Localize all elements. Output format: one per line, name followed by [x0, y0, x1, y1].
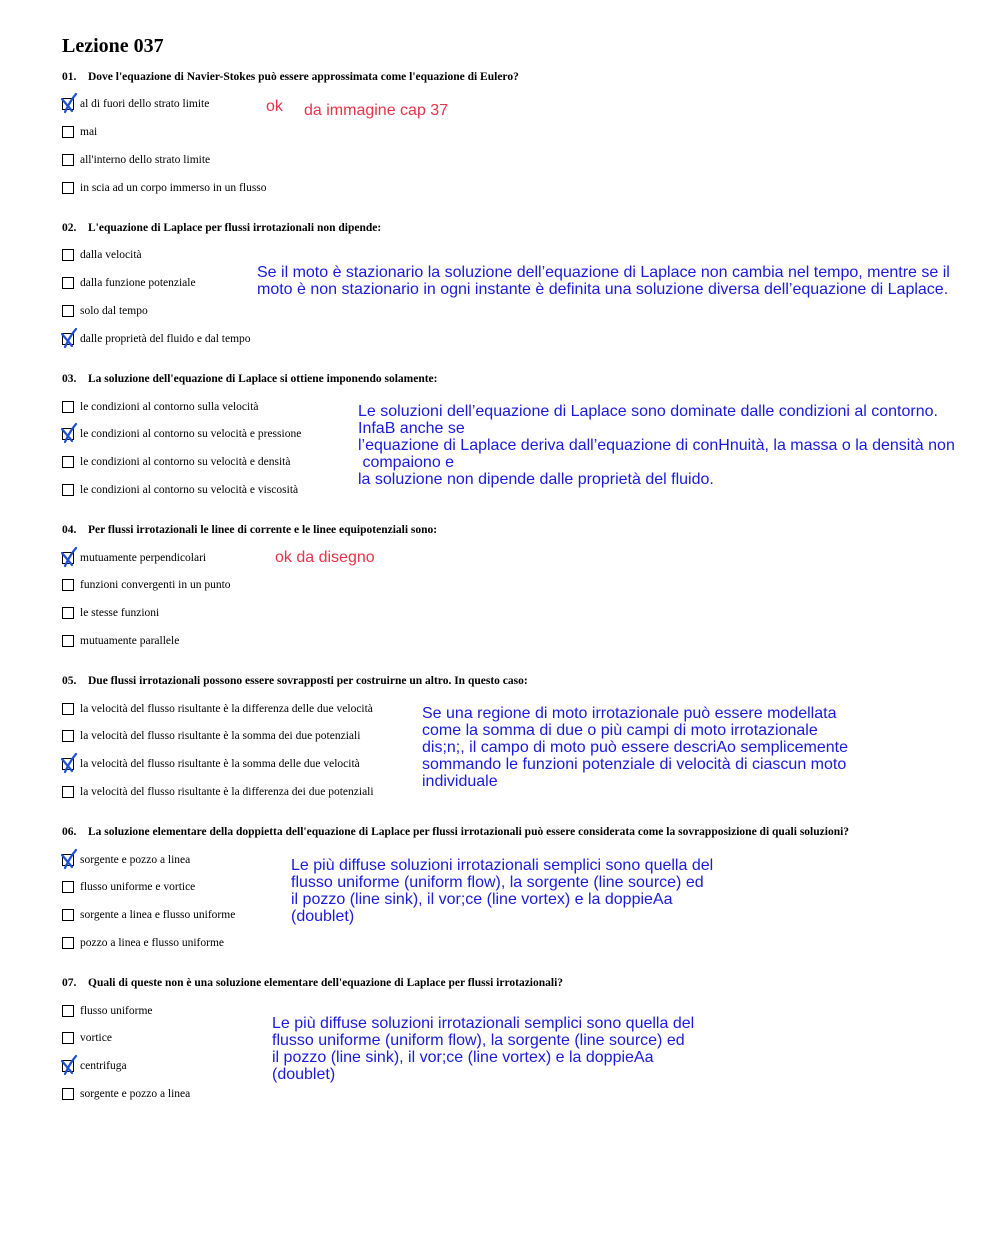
- page-title: Lezione 037: [62, 35, 164, 57]
- checkbox[interactable]: [62, 909, 74, 921]
- annotation-explanation: Le più diffuse soluzioni irrotazionali semplici sono quella del flusso uniforme (uniform flow), la sorgente (line source) ed il pozzo (line sink), il vor;ce (line vortex) e la doppieAa (doublet): [291, 857, 714, 925]
- option-label: la velocità del flusso risultante è la differenza dei due potenziali: [80, 786, 374, 798]
- question-number: 04.: [62, 524, 77, 536]
- question-text: Dove l'equazione di Navier-Stokes può essere approssimata come l'equazione di Eulero?: [88, 71, 519, 83]
- question-text: Per flussi irrotazionali le linee di corrente e le linee equipotenziali sono:: [88, 524, 438, 536]
- checkbox[interactable]: [62, 635, 74, 647]
- option-label: all'interno dello strato limite: [80, 154, 211, 166]
- checkmark-icon: [59, 92, 79, 114]
- option-label: al di fuori dello strato limite: [80, 98, 210, 110]
- option-label: sorgente e pozzo a linea: [80, 1088, 191, 1100]
- question-text: Due flussi irrotazionali possono essere sovrapposti per costruirne un altro. In questo caso:: [88, 675, 528, 687]
- question-text: La soluzione elementare della doppietta dell'equazione di Laplace per flussi irrotazionali può essere considerata come la sovrapposizione di quali soluzioni?: [88, 826, 850, 838]
- question-text: L'equazione di Laplace per flussi irrotazionali non dipende:: [88, 222, 382, 234]
- checkmark-icon: [59, 848, 79, 870]
- checkbox[interactable]: [62, 703, 74, 715]
- option-label: sorgente e pozzo a linea: [80, 854, 191, 866]
- checkbox[interactable]: [62, 182, 74, 194]
- question-number: 03.: [62, 373, 77, 385]
- checkbox[interactable]: [62, 937, 74, 949]
- option-label: le condizioni al contorno su velocità e pressione: [80, 428, 302, 440]
- question-number: 01.: [62, 71, 77, 83]
- option-label: la velocità del flusso risultante è la somma delle due velocità: [80, 758, 360, 770]
- checkbox[interactable]: [62, 305, 74, 317]
- annotation-explanation: Se il moto è stazionario la soluzione dell’equazione di Laplace non cambia nel tempo, mentre se il moto è non stazionario in ogni instante è definita una soluzione diversa dell’equazione di Laplace.: [257, 264, 950, 298]
- checkbox[interactable]: [62, 881, 74, 893]
- checkbox[interactable]: [62, 126, 74, 138]
- option-label: pozzo a linea e flusso uniforme: [80, 937, 225, 949]
- checkmark-icon: [59, 752, 79, 774]
- annotation-explanation: Le più diffuse soluzioni irrotazionali semplici sono quella del flusso uniforme (uniform flow), la sorgente (line source) ed il pozzo (line sink), il vor;ce (line vortex) e la doppieAa (doublet): [272, 1015, 695, 1083]
- question-07: [62, 977, 563, 989]
- option-label: le stesse funzioni: [80, 607, 160, 619]
- option-label: dalla funzione potenziale: [80, 277, 196, 289]
- option-label: flusso uniforme e vortice: [80, 881, 196, 893]
- checkbox[interactable]: [62, 154, 74, 166]
- checkmark-icon: [59, 327, 79, 349]
- question-number: 05.: [62, 675, 77, 687]
- checkbox[interactable]: [62, 249, 74, 261]
- checkbox[interactable]: [62, 456, 74, 468]
- option-label: mai: [80, 126, 98, 138]
- checkbox[interactable]: [62, 484, 74, 496]
- checkmark-icon: [59, 422, 79, 444]
- option-label: vortice: [80, 1032, 112, 1044]
- option-label: la velocità del flusso risultante è la differenza delle due velocità: [80, 703, 373, 715]
- annotation-explanation: Se una regione di moto irrotazionale può essere modellata come la somma di due o più campi di moto irrotazionale dis;n;, il campo di moto può essere descriAo semplicemente sommando le funzioni potenziale di velocità di ciascun moto individuale: [422, 705, 848, 790]
- annotation-ok: ok: [266, 98, 283, 115]
- checkmark-icon: [59, 546, 79, 568]
- question-02: [62, 222, 381, 234]
- checkbox[interactable]: [62, 401, 74, 413]
- question-01: [62, 71, 519, 83]
- question-text: La soluzione dell'equazione di Laplace si ottiene imponendo solamente:: [88, 373, 438, 385]
- option-label: in scia ad un corpo immerso in un flusso: [80, 182, 267, 194]
- option-label: dalle proprietà del fluido e dal tempo: [80, 333, 251, 345]
- annotation-explanation: Le soluzioni dell’equazione di Laplace sono dominate dalle condizioni al contorno. InfaB anche se l’equazione di Laplace deriva dall’equazione di conHnuità, la massa o la densità non compaiono e la soluzione non dipende dalle proprietà del fluido.: [358, 403, 955, 488]
- option-label: centrifuga: [80, 1060, 127, 1072]
- checkbox[interactable]: [62, 1032, 74, 1044]
- checkmark-icon: [59, 1054, 79, 1076]
- option-label: funzioni convergenti in un punto: [80, 579, 231, 591]
- checkbox[interactable]: [62, 1005, 74, 1017]
- question-05: [62, 675, 528, 687]
- option-label: sorgente a linea e flusso uniforme: [80, 909, 236, 921]
- question-number: 06.: [62, 826, 77, 838]
- annotation-ok: ok da disegno: [275, 549, 375, 566]
- option-label: la velocità del flusso risultante è la somma dei due potenziali: [80, 730, 361, 742]
- option-label: dalla velocità: [80, 249, 142, 261]
- question-06: [62, 826, 849, 838]
- option-label: mutuamente perpendicolari: [80, 552, 207, 564]
- question-number: 07.: [62, 977, 77, 989]
- option-label: mutuamente parallele: [80, 635, 180, 647]
- checkbox[interactable]: [62, 277, 74, 289]
- checkbox[interactable]: [62, 786, 74, 798]
- option-label: le condizioni al contorno su velocità e viscosità: [80, 484, 299, 496]
- option-label: flusso uniforme: [80, 1005, 153, 1017]
- annotation-source: da immagine cap 37: [304, 102, 449, 119]
- checkbox[interactable]: [62, 730, 74, 742]
- question-04: [62, 524, 437, 536]
- option-label: solo dal tempo: [80, 305, 148, 317]
- question-03: [62, 373, 437, 385]
- option-label: le condizioni al contorno sulla velocità: [80, 401, 259, 413]
- checkbox[interactable]: [62, 607, 74, 619]
- checkbox[interactable]: [62, 579, 74, 591]
- checkbox[interactable]: [62, 1088, 74, 1100]
- question-number: 02.: [62, 222, 77, 234]
- question-text: Quali di queste non è una soluzione elementare dell'equazione di Laplace per flussi irrotazionali?: [88, 977, 564, 989]
- option-label: le condizioni al contorno su velocità e densità: [80, 456, 291, 468]
